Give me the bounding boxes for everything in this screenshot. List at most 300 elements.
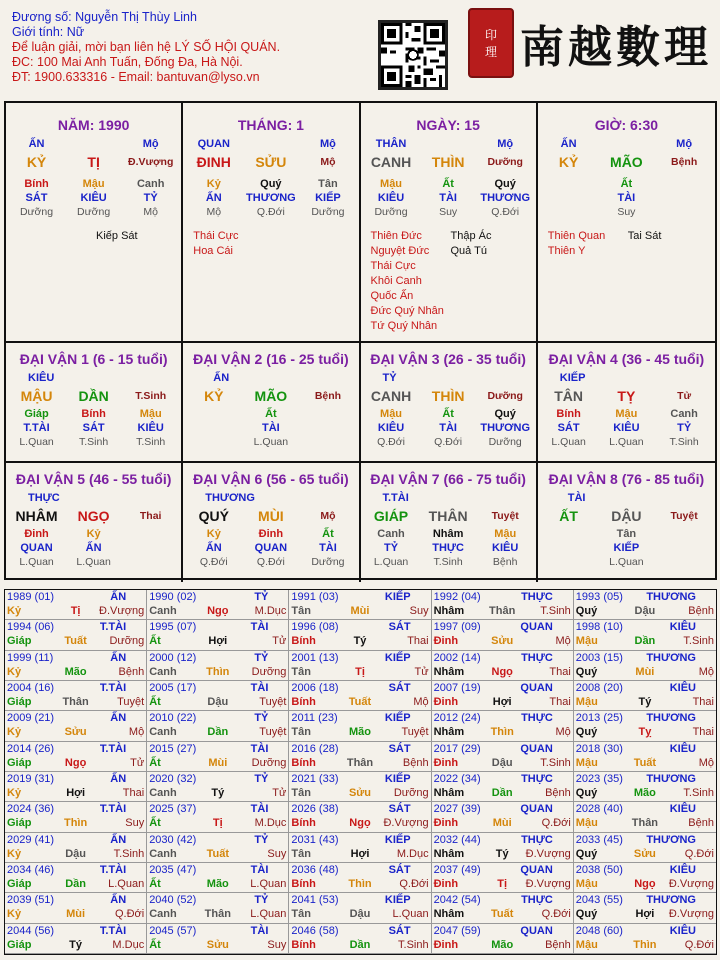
ten-god-row: [540, 137, 713, 151]
year-branch: Tuất: [490, 908, 514, 921]
year-stage: Đ.Vượng: [668, 908, 714, 921]
yearly-luck-table: [4, 589, 717, 955]
year-header: [434, 833, 571, 847]
hidden-god-row-cell: SÁT: [25, 192, 48, 204]
year-label: 2001 (13): [291, 651, 339, 664]
year-header: [291, 620, 428, 634]
year-detail: [7, 604, 144, 618]
year-branch: Mão: [348, 726, 371, 739]
life-stage-row-cell: Q.Đới: [256, 206, 285, 218]
year-cell: [432, 863, 574, 893]
year-stage: Thai: [692, 696, 714, 708]
year-stage: Tuyệt: [401, 726, 429, 739]
year-god: KIẾP: [384, 833, 411, 846]
year-branch: Tỵ: [638, 726, 652, 739]
star-bad: Tai Sát: [627, 230, 662, 242]
year-stem: Giáp: [7, 878, 32, 890]
year-detail: [149, 938, 286, 952]
year-label: 2017 (29): [433, 742, 481, 755]
ten-god-row-cell: Mộ: [320, 138, 336, 150]
life-stage-row: [363, 205, 534, 219]
year-stage: Bệnh: [402, 756, 429, 769]
year-branch: Dậu: [349, 908, 371, 921]
year-god: THỰC: [521, 894, 553, 907]
dai-van-5: [6, 463, 183, 582]
year-detail: [7, 907, 144, 921]
ten-god-row-cell: ẤN: [560, 138, 577, 150]
year-god: TÀI: [250, 742, 269, 755]
hidden-stem-cell: Kỷ: [206, 528, 221, 540]
year-stem: Mậu: [575, 938, 598, 951]
year-stage: Mộ: [698, 665, 714, 678]
year-god: KIẾP: [384, 591, 411, 603]
year-branch: Ngọ: [491, 665, 513, 678]
year-branch: Dậu: [207, 696, 229, 708]
year-header: [291, 924, 428, 938]
year-header: [434, 924, 571, 938]
stem-branch-cell: TÂN: [554, 388, 584, 404]
year-label: 2020 (32): [149, 773, 197, 785]
stem-branch-cell: Mộ: [320, 156, 336, 168]
year-cell: [289, 590, 431, 620]
hidden-stem-cell: Ất: [322, 528, 334, 540]
year-label: 2044 (56): [7, 924, 55, 937]
year-god: SÁT: [388, 621, 411, 634]
stem-branch-cell: Tuyệt: [491, 510, 519, 522]
year-stage: Dưỡng: [109, 635, 145, 648]
year-cell: [289, 833, 431, 863]
year-god: KIÊU: [669, 864, 696, 876]
year-header: [149, 772, 286, 786]
year-header: [576, 833, 714, 847]
year-stage: T.Sinh: [540, 756, 571, 769]
year-label: 2016 (28): [291, 742, 339, 755]
year-header: [291, 833, 428, 847]
year-label: 2012 (24): [433, 712, 481, 725]
life-stage-row: [185, 435, 356, 449]
year-header: [576, 681, 714, 695]
star-row: [371, 274, 526, 289]
year-detail: [7, 665, 144, 679]
year-stem: Nhâm: [433, 605, 465, 617]
year-header: [576, 711, 714, 725]
year-stem: Quý: [575, 665, 598, 678]
year-header: [149, 924, 286, 938]
year-detail: [291, 665, 428, 679]
year-cell: [289, 681, 431, 711]
life-stage-row-cell: Q.Đới: [377, 436, 405, 448]
star-bad: Quả Tú: [450, 245, 487, 257]
stem-branch-cell: KỶ: [558, 154, 579, 170]
life-stage-row: [8, 205, 179, 219]
year-stage: Suy: [409, 605, 429, 617]
star-row: [371, 289, 526, 304]
year-branch: Dần: [491, 787, 513, 799]
year-branch: Hợi: [635, 908, 655, 921]
year-header: [7, 590, 144, 604]
contact-note: Để luận giải, mời bạn liên hệ LÝ SỐ HỘI QUÁN.: [12, 40, 281, 54]
star-good: Hoa Cái: [193, 245, 233, 257]
year-branch: Mùi: [492, 817, 512, 830]
year-label: 2037 (49): [433, 864, 481, 876]
year-stage: L.Quan: [250, 908, 287, 921]
life-stage-row: [540, 555, 713, 569]
hidden-god-row: [540, 541, 713, 555]
year-cell: [574, 772, 716, 802]
hidden-stem-cell: [540, 527, 598, 541]
year-detail: [149, 907, 286, 921]
year-branch: Mùi: [635, 665, 655, 678]
year-cell: [5, 833, 147, 863]
year-header: [291, 772, 428, 786]
year-branch: Ngọ: [634, 878, 656, 890]
year-stem: Ất: [149, 635, 161, 648]
year-cell: [5, 863, 147, 893]
life-stage-row: [185, 205, 356, 219]
stem-branch-cell: Thai: [139, 510, 162, 522]
dai-van-title: ĐẠI VẬN 3 (26 - 35 tuổi): [370, 351, 526, 367]
year-label: 2046 (58): [291, 924, 339, 937]
year-god: THƯƠNG: [646, 712, 696, 725]
stem-branch-row: [363, 155, 534, 169]
year-stem: Tân: [291, 726, 311, 739]
hidden-stem-row: [540, 407, 713, 421]
stem-branch-cell: T.Sinh: [135, 390, 167, 402]
year-god: SÁT: [388, 924, 411, 937]
year-cell: [147, 833, 289, 863]
year-branch: Sửu: [64, 726, 87, 739]
star-row: [371, 244, 526, 259]
star-row: [371, 304, 526, 319]
year-branch: Hợi: [66, 787, 86, 799]
hidden-god-row-cell: KIÊU: [377, 192, 405, 204]
life-stage-row-cell: Dưỡng: [311, 206, 345, 218]
year-stem: Đinh: [433, 756, 459, 769]
hidden-god-row-cell: [299, 421, 356, 435]
hidden-god-row-cell: KIÊU: [377, 422, 405, 434]
year-stem: Nhâm: [433, 847, 465, 860]
life-stage-row-cell: [122, 555, 179, 569]
year-header: [7, 863, 144, 877]
year-detail: [434, 938, 571, 952]
star-bad: [628, 244, 705, 259]
year-branch: Mùi: [350, 605, 370, 617]
hidden-god-row: [540, 421, 713, 435]
pillar-1: [6, 103, 183, 343]
year-label: 1996 (08): [291, 621, 339, 634]
year-header: [576, 863, 714, 877]
hidden-god-row: [363, 421, 534, 435]
pillar-title: GIỜ: 6:30: [594, 117, 659, 133]
pillar-4: [538, 103, 715, 343]
year-god: KIẾP: [384, 773, 411, 785]
life-stage-row: [8, 555, 179, 569]
year-label: 2040 (52): [149, 894, 197, 907]
year-god: KIÊU: [669, 621, 696, 634]
year-header: [149, 620, 286, 634]
year-stage: Đ.Vượng: [383, 817, 429, 830]
dai-van-title: ĐẠI VẬN 1 (6 - 15 tuổi): [19, 351, 168, 367]
year-detail: [434, 665, 571, 679]
year-detail: [7, 634, 144, 648]
year-branch: Tý: [495, 847, 509, 860]
year-stage: Tuyệt: [117, 696, 145, 708]
year-cell: [147, 711, 289, 741]
year-header: [291, 590, 428, 604]
life-stage-row-cell: Q.Đới: [256, 556, 285, 568]
life-stage-row-cell: [655, 555, 713, 569]
year-stage: Mộ: [555, 635, 571, 648]
hidden-stem-row: [363, 407, 534, 421]
star-good: Thái Cực: [193, 230, 239, 242]
year-stage: T.Sinh: [540, 605, 571, 617]
dai-van-god: KIẾP: [559, 372, 586, 384]
hidden-god-row-cell: KIÊU: [80, 192, 107, 204]
year-cell: [574, 924, 716, 954]
year-detail: [7, 725, 144, 739]
hidden-stem-cell: Kỷ: [86, 528, 101, 540]
year-stem: Canh: [149, 665, 177, 678]
year-branch: Thân: [204, 908, 231, 921]
hidden-god-row-cell: TÀI: [617, 192, 636, 204]
year-cell: [289, 711, 431, 741]
year-god: T.TÀI: [99, 621, 127, 634]
year-header: [576, 620, 714, 634]
year-cell: [5, 742, 147, 772]
star-good: Thiên Quan: [547, 230, 606, 242]
hidden-god-row-cell: ẤN: [205, 542, 222, 554]
qr-code[interactable]: [378, 20, 448, 90]
dai-van-4: [538, 343, 715, 463]
year-god: TÀI: [250, 803, 269, 816]
year-detail: [434, 847, 571, 861]
year-detail: [7, 786, 144, 800]
year-label: 2015 (27): [149, 742, 197, 755]
year-detail: [576, 725, 714, 739]
year-detail: [291, 695, 428, 709]
year-cell: [432, 924, 574, 954]
life-stage-row: [363, 435, 534, 449]
year-stage: Bệnh: [545, 938, 571, 951]
year-label: 2022 (34): [433, 773, 481, 785]
year-stage: T.Sinh: [398, 938, 429, 951]
year-stage: M.Dục: [396, 847, 429, 860]
year-detail: [149, 756, 286, 770]
year-stem: Tân: [291, 847, 311, 860]
year-god: THƯƠNG: [646, 651, 696, 664]
year-cell: [5, 620, 147, 650]
life-stage-row-cell: Dưỡng: [77, 206, 111, 218]
year-stage: Suy: [267, 847, 287, 860]
hidden-stem-cell: Mậu: [380, 178, 403, 190]
stem-branch-cell: Tử: [677, 390, 692, 402]
year-cell: [147, 590, 289, 620]
hidden-stem-row: [185, 177, 356, 191]
year-god: T.TÀI: [99, 742, 127, 755]
year-header: [434, 681, 571, 695]
star-row: [548, 244, 705, 259]
year-detail: [576, 907, 714, 921]
year-cell: [147, 742, 289, 772]
hidden-god-row: [8, 191, 179, 205]
year-cell: [5, 772, 147, 802]
year-god: SÁT: [388, 803, 411, 816]
year-label: 2010 (22): [149, 712, 197, 725]
year-god: TỶ: [254, 651, 269, 664]
year-header: [7, 711, 144, 725]
hidden-god-row: [185, 541, 356, 555]
year-header: [7, 893, 144, 907]
year-label: 2019 (31): [7, 773, 55, 785]
year-cell: [574, 590, 716, 620]
year-header: [7, 802, 144, 816]
star-good: Tứ Quý Nhân: [370, 320, 438, 332]
year-stage: T.Sinh: [683, 635, 714, 648]
stem-branch-cell: CANH: [370, 154, 412, 170]
hidden-stem-cell: Kỷ: [206, 178, 221, 190]
year-header: [149, 833, 286, 847]
year-cell: [432, 711, 574, 741]
year-stage: Bệnh: [118, 665, 145, 678]
life-stage-row-cell: [299, 435, 356, 449]
year-detail: [149, 786, 286, 800]
year-god: ẤN: [110, 773, 127, 785]
year-cell: [289, 802, 431, 832]
year-stem: Giáp: [7, 696, 32, 708]
year-cell: [574, 893, 716, 923]
hidden-god-row-cell: [540, 541, 598, 555]
year-branch: Tuất: [64, 635, 87, 648]
year-branch: Dần: [349, 938, 371, 951]
year-branch: Ngọ: [64, 756, 87, 769]
hidden-stem-cell: Ất: [265, 408, 277, 420]
year-label: 2005 (17): [149, 682, 197, 694]
stem-branch-cell: CANH: [370, 388, 412, 404]
stem-branch-row: [185, 389, 356, 403]
year-header: [291, 711, 428, 725]
year-god: QUAN: [520, 682, 553, 694]
year-stem: Canh: [149, 847, 177, 860]
year-cell: [574, 833, 716, 863]
hidden-god-row-cell: [655, 191, 713, 205]
year-detail: [291, 786, 428, 800]
ten-god-row-cell: Mộ: [497, 138, 514, 150]
year-header: [576, 590, 714, 604]
year-branch: Dần: [65, 878, 86, 890]
year-stem: Ất: [149, 817, 161, 830]
stem-branch-cell: Bệnh: [671, 156, 698, 168]
year-label: 1994 (06): [7, 621, 55, 634]
hidden-god-row-cell: THỰC: [432, 542, 464, 554]
hidden-stem-cell: [540, 177, 598, 191]
dai-van-god: TỶ: [382, 372, 397, 384]
hidden-stem-cell: Mậu: [139, 408, 162, 420]
star-list: [371, 229, 526, 334]
stem-branch-cell: MẬU: [20, 388, 53, 404]
year-detail: [434, 907, 571, 921]
life-stage-row-cell: [540, 555, 598, 569]
hidden-stem-cell: Mậu: [380, 408, 403, 420]
year-stage: Q.Đới: [114, 908, 145, 921]
year-header: [576, 772, 714, 786]
year-detail: [149, 877, 286, 891]
year-detail: [576, 604, 714, 618]
year-branch: Dậu: [491, 756, 513, 769]
star-row: [371, 259, 526, 274]
year-branch: Mùi: [66, 908, 86, 921]
year-branch: Mão: [206, 878, 229, 890]
year-label: 1997 (09): [433, 621, 481, 634]
hidden-stem-cell: Tân: [616, 528, 637, 540]
year-stem: Nhâm: [433, 665, 465, 678]
stem-branch-row: [363, 389, 534, 403]
hidden-god-row-cell: THƯƠNG: [480, 192, 531, 204]
year-label: 2003 (15): [575, 651, 623, 664]
year-header: [7, 772, 144, 786]
dai-van-6: [183, 463, 360, 582]
year-branch: Tuất: [206, 847, 229, 860]
year-label: 2047 (59): [433, 924, 481, 937]
year-label: 2034 (46): [7, 864, 55, 876]
hidden-god-row-cell: ẤN: [85, 542, 102, 554]
stem-branch-cell: NHÂM: [15, 508, 58, 524]
year-god: THỰC: [521, 712, 553, 725]
year-branch: Tuất: [633, 756, 657, 769]
year-header: [434, 742, 571, 756]
year-cell: [147, 802, 289, 832]
year-cell: [574, 681, 716, 711]
year-stage: Tử: [130, 756, 145, 769]
year-stem: Quý: [575, 605, 598, 617]
year-cell: [574, 651, 716, 681]
hidden-stem-cell: Mậu: [82, 178, 105, 190]
year-branch: Ngọ: [349, 817, 371, 830]
star-list: [548, 229, 705, 259]
hidden-stem-row: [185, 527, 356, 541]
year-stage: Q.Đới: [684, 938, 714, 951]
star-bad: [451, 289, 526, 304]
year-god: THƯƠNG: [646, 773, 696, 785]
hidden-god-row-cell: KIẾP: [315, 192, 341, 204]
year-stage: L.Quan: [108, 878, 145, 890]
life-stage-row-cell: L.Quan: [551, 436, 586, 448]
hidden-god-row: [363, 541, 534, 555]
year-stage: Tử: [272, 635, 287, 648]
year-god: TÀI: [250, 924, 269, 937]
year-detail: [291, 634, 428, 648]
year-label: 2048 (60): [575, 924, 623, 937]
year-stem: Quý: [575, 908, 598, 921]
stem-branch-cell: TỊ: [87, 154, 100, 170]
year-god: THỰC: [521, 651, 553, 664]
life-stage-row-cell: T.Sinh: [433, 556, 463, 568]
year-stage: Q.Đới: [399, 878, 429, 890]
year-stage: Thai: [122, 787, 145, 799]
hidden-god-row-cell: [185, 421, 242, 435]
hidden-god-row-cell: SÁT: [82, 422, 105, 434]
dai-van-god: THƯƠNG: [205, 492, 255, 504]
year-god: THỰC: [521, 591, 553, 603]
year-cell: [289, 651, 431, 681]
star-good: [16, 229, 96, 244]
hidden-stem-cell: [185, 407, 242, 421]
dai-van-title: ĐẠI VẬN 2 (16 - 25 tuổi): [193, 351, 349, 367]
ten-god-row-cell: QUAN: [197, 138, 230, 150]
year-cell: [432, 681, 574, 711]
year-label: 2024 (36): [7, 803, 55, 816]
life-stage-row-cell: Dưỡng: [374, 206, 408, 218]
year-god: T.TÀI: [99, 682, 127, 694]
